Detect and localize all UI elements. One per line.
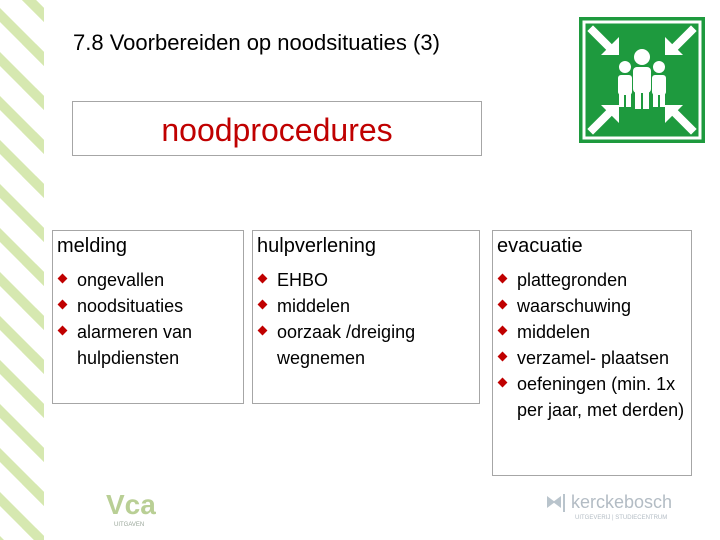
column-heading: melding <box>57 235 128 257</box>
list-item: middelen <box>497 319 685 345</box>
decorative-stripes <box>0 0 44 540</box>
list-item: verzamel- plaatsen <box>497 345 685 371</box>
bullet-list <box>57 267 237 371</box>
column-evacuatie <box>492 230 692 476</box>
procedures-heading: noodprocedures <box>161 112 393 148</box>
list-item: oorzaak /dreiging wegnemen <box>257 319 473 371</box>
bullet-list <box>257 267 473 371</box>
kerckebosch-logo-text: kerckebosch <box>571 492 673 512</box>
list-item: oefeningen (min. 1x per jaar, met derden) <box>497 371 685 423</box>
kerckebosch-logo-sub: UITGEVERIJ | STUDIECENTRUM <box>575 515 668 521</box>
vca-logo <box>104 488 174 530</box>
list-item: waarschuwing <box>497 293 685 319</box>
kerckebosch-logo <box>545 488 695 528</box>
list-item: noodsituaties <box>57 293 237 319</box>
column-heading: evacuatie <box>497 235 583 257</box>
list-item: EHBO <box>257 267 473 293</box>
column-melding <box>52 230 244 404</box>
column-heading: hulpverlening <box>257 235 376 257</box>
list-item: alarmeren van hulpdiensten <box>57 319 237 371</box>
assembly-point-icon <box>579 17 705 143</box>
kerckebosch-mark-icon <box>547 494 565 512</box>
page-title: 7.8 Voorbereiden op noodsituaties (3) <box>73 30 440 55</box>
column-hulpverlening <box>252 230 480 404</box>
list-item: plattegronden <box>497 267 685 293</box>
vca-logo-text: Vca <box>106 489 156 520</box>
procedures-heading-box <box>72 101 482 156</box>
list-item: ongevallen <box>57 267 237 293</box>
vca-logo-sub: UITGAVEN <box>114 522 145 528</box>
list-item: middelen <box>257 293 473 319</box>
bullet-list <box>497 267 685 423</box>
